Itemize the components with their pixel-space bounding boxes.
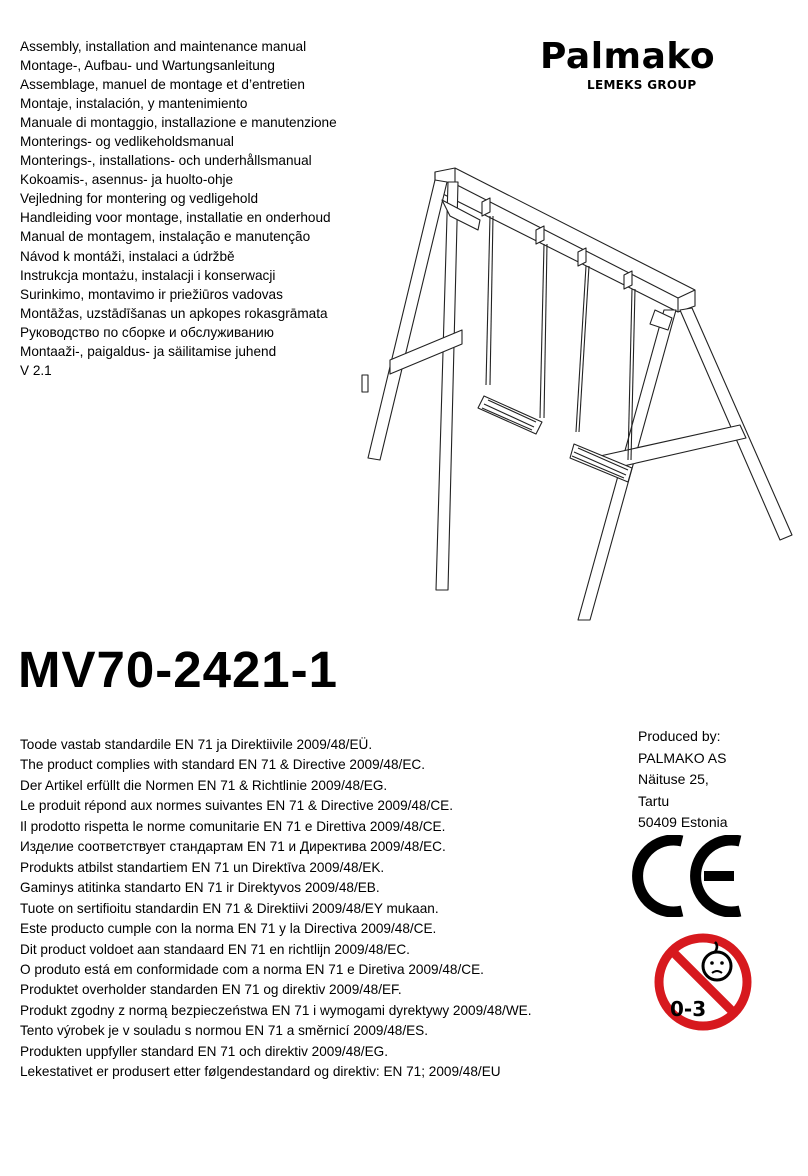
compliance-line-it: Il prodotto rispetta le norme comunitarie EN 71 e Direttiva 2009/48/CE. <box>20 818 446 834</box>
compliance-line-lv: Produkts atbilst standartiem EN 71 un Direktīva 2009/48/EK. <box>20 859 385 875</box>
compliance-line-pl: Produkt zgodny z normą bezpieczeństwa EN 71 i wymogami dyrektywy 2009/48/WE. <box>20 1002 532 1018</box>
manual-title-list <box>20 37 337 380</box>
manual-title-lt: Surinkimo, montavimo ir priežiūros vadovas <box>20 286 283 302</box>
compliance-line-es: Este producto cumple con la norma EN 71 y la Directiva 2009/48/CE. <box>20 921 437 937</box>
manual-title-nl: Handleiding voor montage, installatie en onderhoud <box>20 210 331 226</box>
compliance-line-no: Lekestativet er produsert etter følgendestandard og direktiv: EN 71; 2009/48/EU <box>20 1064 501 1080</box>
brand-name: Palmako <box>540 36 716 77</box>
brand-group: LEMEKS GROUP <box>587 78 697 92</box>
manual-title-fi: Kokoamis-, asennus- ja huolto-ohje <box>20 172 234 188</box>
manual-title-pt: Manual de montagem, instalação e manutenção <box>20 229 311 245</box>
manual-title-no: Monterings- og vedlikeholdsmanual <box>20 134 234 150</box>
compliance-line-fr: Le produit répond aux normes suivantes EN 71 & Directive 2009/48/CE. <box>20 798 453 814</box>
compliance-list <box>20 735 532 1083</box>
producer-city: Tartu <box>638 792 670 809</box>
compliance-line-cs: Tento výrobek je v souladu s normou EN 71 a směrnicí 2009/48/ES. <box>20 1023 429 1039</box>
manual-title-it: Manuale di montaggio, installazione e manutenzione <box>20 115 337 131</box>
compliance-line-en: The product complies with standard EN 71 & Directive 2009/48/EC. <box>20 757 425 773</box>
version-label: V 2.1 <box>20 362 52 378</box>
manual-title-sv: Monterings-, installations- och underhållsmanual <box>20 153 312 169</box>
manual-title-cs: Návod k montáži, instalaci a údržbě <box>20 248 235 264</box>
compliance-line-da: Produktet overholder standarden EN 71 og direktiv 2009/48/EF. <box>20 982 402 998</box>
producer-address <box>638 726 728 834</box>
child-face-icon <box>703 952 731 980</box>
model-number: MV70-2421-1 <box>18 641 339 698</box>
compliance-line-fi: Tuote on sertifioitu standardin EN 71 & Direktiivi 2009/48/EY mukaan. <box>20 900 439 916</box>
manual-title-en: Assembly, installation and maintenance manual <box>20 39 307 54</box>
compliance-line-de: Der Artikel erfüllt die Normen EN 71 & Richtlinie 2009/48/EG. <box>20 777 388 793</box>
manual-title-de: Montage-, Aufbau- und Wartungsanleitung <box>20 58 275 74</box>
manual-title-da: Vejledning for montering og vedligehold <box>20 191 259 207</box>
manual-title-fr: Assemblage, manuel de montage et d’entretien <box>20 77 305 93</box>
double-swing-frame-drawing <box>350 160 800 630</box>
producer-street: Näituse 25, <box>638 771 709 787</box>
brand-logo <box>540 34 760 92</box>
producer-company: PALMAKO AS <box>638 749 727 766</box>
compliance-line-lt: Gaminys atitinka standarto EN 71 ir Direktyvos 2009/48/EB. <box>20 880 380 896</box>
producer-label: Produced by: <box>638 728 721 744</box>
manual-title-pl: Instrukcja montażu, instalacji i konserwacji <box>20 267 276 283</box>
compliance-line-ru: Изделие соответствует стандартам EN 71 и Директива 2009/48/EC. <box>20 839 446 855</box>
ce-mark-icon <box>630 835 750 917</box>
manual-title-lv: Montāžas, uzstādīšanas un apkopes rokasgrāmata <box>20 305 328 321</box>
compliance-line-pt: O produto está em conformidade com a norma EN 71 e Diretiva 2009/48/CE. <box>20 961 484 977</box>
manual-title-es: Montaje, instalación, y mantenimiento <box>20 96 248 112</box>
compliance-line-sv: Produkten uppfyller standard EN 71 och direktiv 2009/48/EG. <box>20 1043 389 1059</box>
manual-title-ru: Руководство по сборке и обслуживанию <box>20 324 274 340</box>
manual-title-et: Montaaži-, paigaldus- ja säilitamise juhend <box>20 343 277 359</box>
compliance-line-nl: Dit product voldoet aan standaard EN 71 en richtlijn 2009/48/EC. <box>20 941 410 957</box>
compliance-line-et: Toode vastab standardile EN 71 ja Direktiivile 2009/48/EÜ. <box>20 737 373 752</box>
producer-postal-country: 50409 Estonia <box>638 814 728 830</box>
age-warning-text: 0-3 <box>670 997 707 1021</box>
